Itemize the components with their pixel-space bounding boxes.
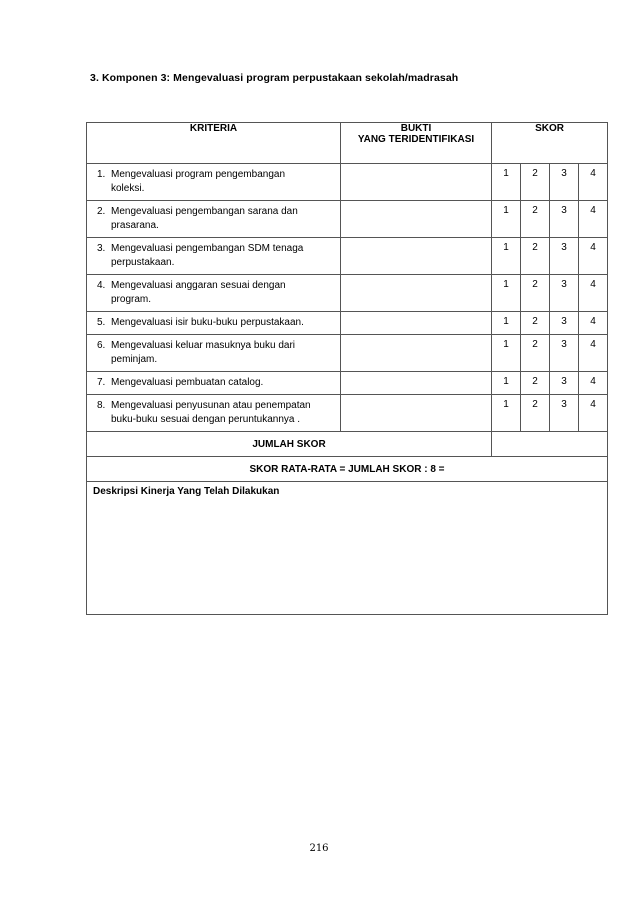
criteria-line1: Mengevaluasi anggaran sesuai dengan bbox=[111, 280, 286, 291]
criteria-row bbox=[87, 395, 608, 432]
score-option-3[interactable]: 3 bbox=[550, 164, 579, 201]
criteria-row bbox=[87, 238, 608, 275]
criteria-number: 2. bbox=[97, 206, 106, 217]
skor-header: SKOR bbox=[492, 123, 608, 164]
criteria-row bbox=[87, 372, 608, 395]
score-option-4[interactable]: 4 bbox=[579, 164, 608, 201]
score-option-4[interactable]: 4 bbox=[579, 312, 608, 335]
criteria-line1: Mengevaluasi keluar masuknya buku dari bbox=[111, 340, 295, 351]
bukti-header-line2: YANG TERIDENTIFIKASI bbox=[357, 134, 475, 145]
score-option-1[interactable]: 1 bbox=[492, 201, 521, 238]
score-option-2[interactable]: 2 bbox=[521, 201, 550, 238]
score-option-3[interactable]: 3 bbox=[550, 238, 579, 275]
criteria-line1: Mengevaluasi isir buku-buku perpustakaan. bbox=[111, 317, 304, 328]
score-option-1[interactable]: 1 bbox=[492, 372, 521, 395]
criteria-row bbox=[87, 275, 608, 312]
score-option-3[interactable]: 3 bbox=[550, 335, 579, 372]
bukti-cell[interactable] bbox=[341, 275, 492, 312]
skor-rata-rata-label: SKOR RATA-RATA = JUMLAH SKOR : 8 = bbox=[87, 457, 608, 482]
criteria-text bbox=[87, 275, 341, 312]
criteria-number: 1. bbox=[97, 169, 106, 180]
criteria-text bbox=[87, 395, 341, 432]
evaluation-rubric-table bbox=[86, 122, 608, 615]
score-option-2[interactable]: 2 bbox=[521, 395, 550, 432]
criteria-number: 5. bbox=[97, 317, 106, 328]
bukti-cell[interactable] bbox=[341, 201, 492, 238]
criteria-line2: koleksi. bbox=[111, 183, 145, 194]
score-option-2[interactable]: 2 bbox=[521, 312, 550, 335]
bukti-cell[interactable] bbox=[341, 312, 492, 335]
bukti-cell[interactable] bbox=[341, 372, 492, 395]
bukti-cell[interactable] bbox=[341, 395, 492, 432]
score-option-1[interactable]: 1 bbox=[492, 335, 521, 372]
criteria-line2: perpustakaan. bbox=[111, 257, 175, 268]
jumlah-skor-row bbox=[87, 432, 608, 457]
score-option-2[interactable]: 2 bbox=[521, 372, 550, 395]
criteria-number: 3. bbox=[97, 243, 106, 254]
score-option-3[interactable]: 3 bbox=[550, 395, 579, 432]
criteria-row bbox=[87, 201, 608, 238]
score-option-4[interactable]: 4 bbox=[579, 372, 608, 395]
criteria-row bbox=[87, 335, 608, 372]
score-option-2[interactable]: 2 bbox=[521, 335, 550, 372]
score-option-4[interactable]: 4 bbox=[579, 395, 608, 432]
criteria-number: 7. bbox=[97, 377, 106, 388]
criteria-row bbox=[87, 312, 608, 335]
score-option-3[interactable]: 3 bbox=[550, 372, 579, 395]
score-option-1[interactable]: 1 bbox=[492, 238, 521, 275]
score-option-3[interactable]: 3 bbox=[550, 201, 579, 238]
criteria-text bbox=[87, 238, 341, 275]
criteria-text bbox=[87, 312, 341, 335]
score-option-2[interactable]: 2 bbox=[521, 238, 550, 275]
criteria-number: 6. bbox=[97, 340, 106, 351]
score-option-2[interactable]: 2 bbox=[521, 164, 550, 201]
skor-rata-rata-row bbox=[87, 457, 608, 482]
criteria-line1: Mengevaluasi pengembangan sarana dan bbox=[111, 206, 298, 217]
score-option-4[interactable]: 4 bbox=[579, 201, 608, 238]
score-option-4[interactable]: 4 bbox=[579, 335, 608, 372]
score-option-3[interactable]: 3 bbox=[550, 275, 579, 312]
criteria-line1: Mengevaluasi pembuatan catalog. bbox=[111, 377, 264, 388]
jumlah-skor-label: JUMLAH SKOR bbox=[87, 432, 492, 457]
criteria-line1: Mengevaluasi pengembangan SDM tenaga bbox=[111, 243, 304, 254]
score-option-1[interactable]: 1 bbox=[492, 395, 521, 432]
bukti-header-line1: BUKTI bbox=[400, 123, 432, 134]
section-heading: 3. Komponen 3: Mengevaluasi program perpustakaan sekolah/madrasah bbox=[90, 72, 459, 84]
bukti-cell[interactable] bbox=[341, 164, 492, 201]
score-option-1[interactable]: 1 bbox=[492, 275, 521, 312]
score-option-4[interactable]: 4 bbox=[579, 275, 608, 312]
criteria-line2: buku-buku sesuai dengan peruntukannya . bbox=[111, 414, 301, 425]
deskripsi-row bbox=[87, 482, 608, 615]
criteria-line2: peminjam. bbox=[111, 354, 158, 365]
criteria-line1: Mengevaluasi program pengembangan bbox=[111, 169, 286, 180]
criteria-line1: Mengevaluasi penyusunan atau penempatan bbox=[111, 400, 311, 411]
criteria-number: 4. bbox=[97, 280, 106, 291]
criteria-text bbox=[87, 335, 341, 372]
criteria-row bbox=[87, 164, 608, 201]
bukti-cell[interactable] bbox=[341, 238, 492, 275]
criteria-number: 8. bbox=[97, 400, 106, 411]
criteria-text bbox=[87, 372, 341, 395]
criteria-rows bbox=[87, 164, 608, 432]
criteria-text bbox=[87, 164, 341, 201]
table-header-row bbox=[87, 123, 608, 164]
jumlah-skor-value[interactable] bbox=[492, 432, 608, 457]
criteria-text bbox=[87, 201, 341, 238]
score-option-4[interactable]: 4 bbox=[579, 238, 608, 275]
bukti-cell[interactable] bbox=[341, 335, 492, 372]
score-option-1[interactable]: 1 bbox=[492, 164, 521, 201]
bukti-header bbox=[341, 123, 492, 164]
page-number: 216 bbox=[309, 843, 329, 854]
criteria-line2: prasarana. bbox=[111, 220, 159, 231]
kriteria-header: KRITERIA bbox=[87, 123, 341, 164]
score-option-3[interactable]: 3 bbox=[550, 312, 579, 335]
criteria-line2: program. bbox=[111, 294, 152, 305]
deskripsi-label: Deskripsi Kinerja Yang Telah Dilakukan bbox=[87, 482, 608, 615]
score-option-1[interactable]: 1 bbox=[492, 312, 521, 335]
score-option-2[interactable]: 2 bbox=[521, 275, 550, 312]
